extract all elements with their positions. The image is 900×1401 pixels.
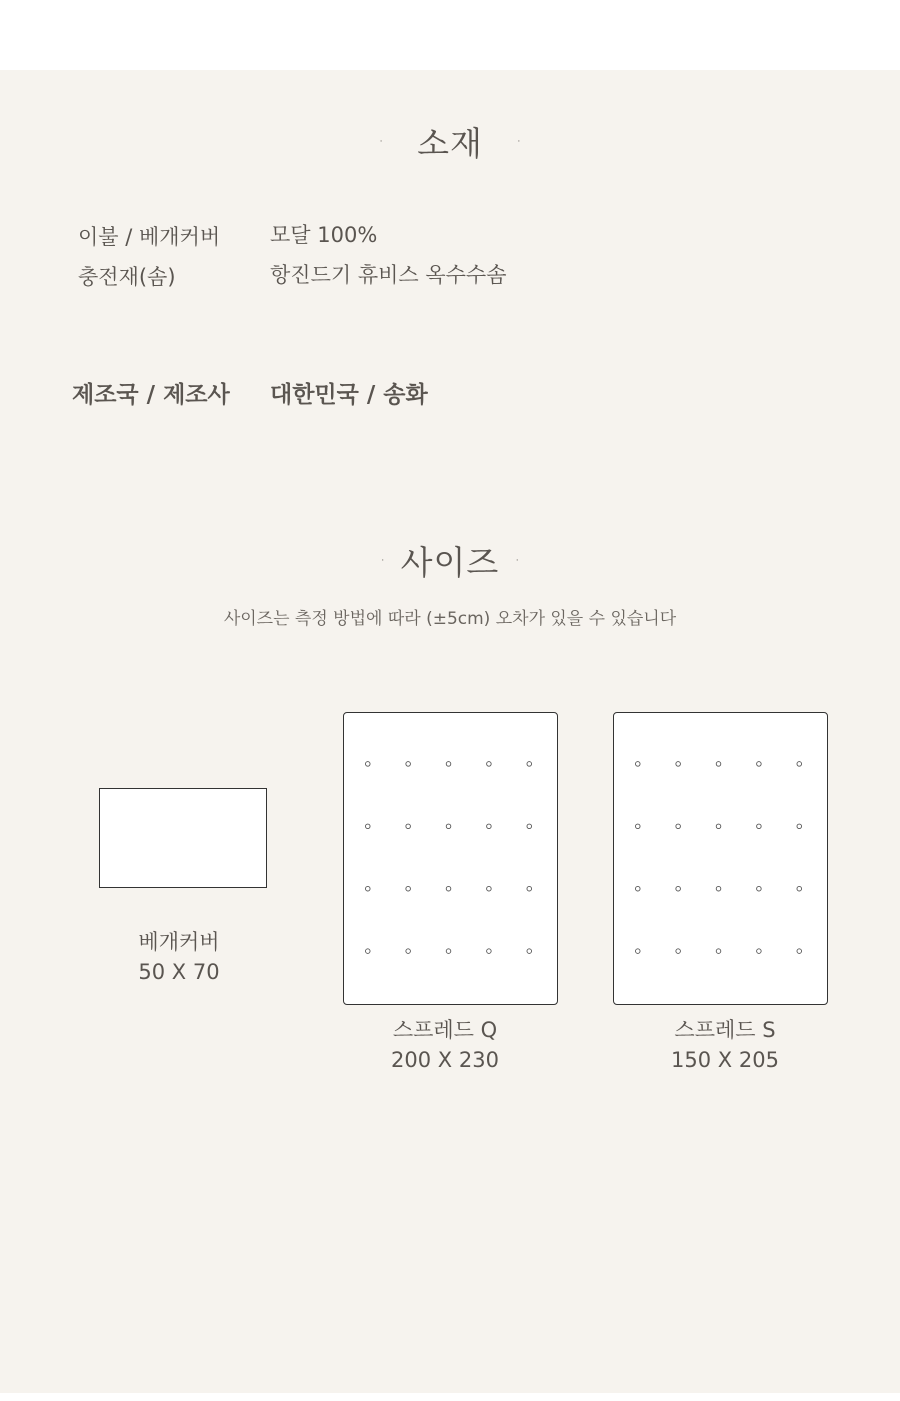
material-value-cover: 모달 100% xyxy=(270,223,378,247)
quilt-dot xyxy=(635,949,640,954)
quilt-dot xyxy=(676,949,681,954)
spread-q-caption xyxy=(345,1015,545,1075)
quilt-dot xyxy=(757,886,762,891)
quilt-dot xyxy=(635,762,640,767)
title-dot-right: · xyxy=(514,550,521,571)
spread-s-caption xyxy=(625,1015,825,1075)
quilt-dot xyxy=(527,949,532,954)
quilt-dot xyxy=(446,886,451,891)
quilt-dot xyxy=(406,762,411,767)
quilt-dot xyxy=(406,824,411,829)
size-note: 사이즈는 측정 방법에 따라 (±5cm) 오차가 있을 수 있습니다 xyxy=(223,609,677,629)
quilt-dot xyxy=(446,824,451,829)
pillow-cover-dims: 50 X 70 xyxy=(138,960,220,984)
quilt-dot xyxy=(406,886,411,891)
material-section-title xyxy=(0,118,900,165)
quilt-dot xyxy=(487,949,492,954)
material-label-filling: 충전재(솜) xyxy=(78,265,176,289)
origin-label: 제조국 / 제조사 xyxy=(72,382,230,408)
title-dot-left: · xyxy=(378,131,385,152)
origin-value: 대한민국 / 송화 xyxy=(270,382,428,408)
quilt-dot xyxy=(487,762,492,767)
quilt-dot xyxy=(716,762,721,767)
quilt-dot xyxy=(757,949,762,954)
spread-q-dot-grid xyxy=(344,713,557,1004)
quilt-dot xyxy=(797,762,802,767)
quilt-dot xyxy=(635,824,640,829)
size-title: 사이즈 xyxy=(400,543,500,582)
spread-q-dims: 200 X 230 xyxy=(391,1048,499,1072)
quilt-dot xyxy=(676,886,681,891)
spread-s-name: 스프레드 S xyxy=(674,1018,776,1042)
quilt-dot xyxy=(757,762,762,767)
quilt-dot xyxy=(757,824,762,829)
quilt-dot xyxy=(676,762,681,767)
pillow-cover-caption xyxy=(79,927,279,987)
quilt-dot xyxy=(797,886,802,891)
quilt-dot xyxy=(635,886,640,891)
quilt-dot xyxy=(487,886,492,891)
material-value-filling: 항진드기 휴비스 옥수수솜 xyxy=(270,263,507,287)
quilt-dot xyxy=(527,762,532,767)
spread-s-dot-grid xyxy=(614,713,827,1004)
spread-q-name: 스프레드 Q xyxy=(392,1018,498,1042)
spread-s-diagram xyxy=(613,712,828,1005)
quilt-dot xyxy=(406,949,411,954)
quilt-dot xyxy=(365,762,370,767)
quilt-dot xyxy=(365,949,370,954)
title-dot-left: · xyxy=(379,550,386,571)
title-dot-right: · xyxy=(515,131,522,152)
quilt-dot xyxy=(527,824,532,829)
quilt-dot xyxy=(716,949,721,954)
quilt-dot xyxy=(797,824,802,829)
quilt-dot xyxy=(365,886,370,891)
quilt-dot xyxy=(446,949,451,954)
material-title: 소재 xyxy=(417,124,483,163)
quilt-dot xyxy=(797,949,802,954)
quilt-dot xyxy=(365,824,370,829)
material-label-cover: 이불 / 베개커버 xyxy=(78,225,221,249)
spread-s-dims: 150 X 205 xyxy=(671,1048,779,1072)
quilt-dot xyxy=(716,886,721,891)
pillow-cover-diagram xyxy=(99,788,267,888)
quilt-dot xyxy=(446,762,451,767)
quilt-dot xyxy=(716,824,721,829)
quilt-dot xyxy=(487,824,492,829)
quilt-dot xyxy=(527,886,532,891)
spread-q-diagram xyxy=(343,712,558,1005)
size-section-title xyxy=(0,537,900,584)
pillow-cover-name: 베개커버 xyxy=(138,930,220,954)
quilt-dot xyxy=(676,824,681,829)
